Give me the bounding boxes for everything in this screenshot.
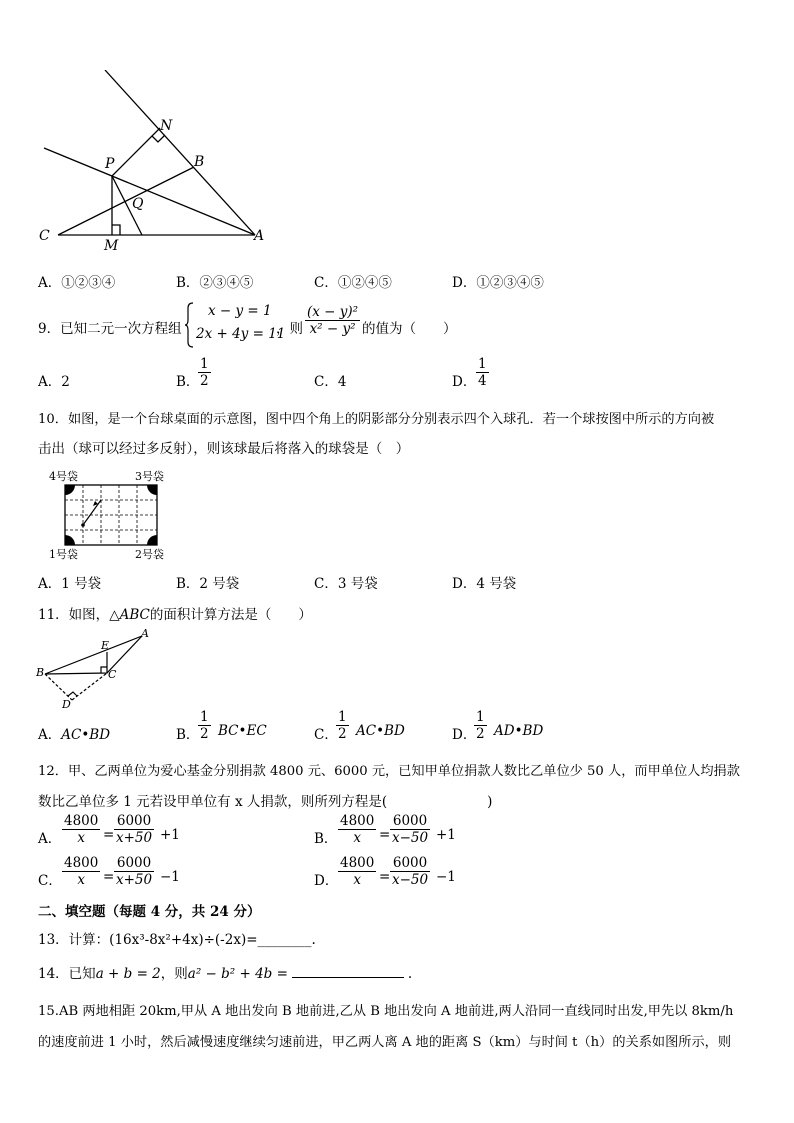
line-dc: [72, 673, 107, 700]
equals-sign: =: [379, 869, 391, 885]
q15-line1: 15.AB 两地相距 20km,甲从 A 地出发向 B 地前进,乙从 B 地出发向 A 地前进,两人沿同一直线同时出发,甲先以 8km/h: [38, 1004, 734, 1019]
line-pn: [112, 128, 160, 176]
q13-text: 13．计算：(16x³-8x²+4x)÷(-2x)=________.: [38, 932, 316, 948]
right-angle-d: [68, 692, 77, 696]
q11-stem-prefix: 11．如图，: [38, 607, 110, 623]
q9-option-c[interactable]: C．4: [314, 374, 347, 390]
frac-num: 1: [200, 709, 209, 725]
q12-option-b-left[interactable]: [338, 813, 376, 846]
q12-option-d-right[interactable]: [390, 855, 430, 888]
right-angle-m: [112, 225, 120, 235]
q9-frac-num: (x − y)²: [307, 304, 359, 320]
q14-mid: ，则: [160, 966, 188, 982]
q10-option-c[interactable]: C．3 号袋: [314, 576, 378, 592]
q10-option-a[interactable]: A．1 号袋: [38, 576, 102, 592]
right-angle-n: [152, 135, 165, 142]
label-b: B: [36, 666, 45, 679]
q11-option-c-frac[interactable]: [336, 709, 349, 742]
pocket-label-4: 4号袋: [49, 470, 78, 483]
label-p: P: [105, 156, 115, 172]
q11-option-d-letter[interactable]: D．: [452, 727, 477, 743]
q12-option-d-tail[interactable]: −1: [436, 869, 456, 885]
frac-den: 2: [200, 373, 209, 389]
frac-num: 6000: [116, 813, 152, 829]
q12-option-c-tail[interactable]: −1: [160, 869, 180, 885]
pocket-4-icon: [65, 485, 75, 495]
q9-eq2: 2x + 4y = 11: [196, 326, 286, 342]
q8-option-d[interactable]: D．①②③④⑤: [452, 275, 544, 291]
q11-option-d-frac[interactable]: [474, 709, 487, 742]
frac-num: 4800: [64, 855, 99, 871]
q12-option-c-letter[interactable]: C．: [38, 873, 62, 889]
q10-option-b[interactable]: B．2 号袋: [176, 576, 240, 592]
ball-icon: [81, 523, 85, 527]
q12-option-c-left[interactable]: [62, 855, 100, 888]
q9-option-b-letter[interactable]: B．: [176, 374, 200, 390]
triangle-abc: [45, 636, 142, 674]
q11-option-b-text[interactable]: BC•EC: [218, 723, 267, 739]
frac-den: x−50: [392, 872, 429, 888]
brace-icon: [184, 302, 194, 348]
q10-option-d[interactable]: D．4 号袋: [452, 576, 517, 592]
q9-fraction: [305, 304, 360, 337]
pocket-1-icon: [65, 535, 75, 545]
frac-num: 4800: [64, 813, 99, 829]
q12-option-b-right[interactable]: [390, 813, 430, 846]
label-c: C: [39, 228, 50, 244]
label-a: A: [254, 228, 265, 244]
q15-line2: 的速度前进 1 小时，然后减慢速度继续匀速前进，甲乙两人离 A 地的距离 S（km）与时间 t（h）的关系如图所示，则: [38, 1035, 732, 1050]
q9-frac-den: x² − y²: [309, 321, 356, 337]
frac-den: x+50: [116, 830, 153, 846]
q9-option-d-letter[interactable]: D．: [452, 374, 477, 390]
q11-option-b-frac[interactable]: [198, 709, 211, 742]
q10-stem-line2: 击出（球可以经过多反射），则该球最后将落入的球袋是（ ）: [38, 441, 410, 457]
label-c: C: [108, 668, 117, 681]
line-bd: [45, 674, 72, 700]
line-ray-an: [105, 70, 255, 235]
label-b: B: [194, 154, 205, 170]
q12-stem-line1: 12．甲、乙两单位为爱心基金分别捐款 4800 元、6000 元，已知甲单位捐款人数比乙单位少 50 人，而甲单位人均捐款: [38, 764, 740, 779]
figure-q8-geometry: [30, 70, 280, 250]
q11-option-d-text[interactable]: AD•BD: [494, 723, 544, 739]
q12-option-d-left[interactable]: [338, 855, 376, 888]
q11-option-c-text[interactable]: AC•BD: [356, 723, 405, 739]
q11-triangle: △ABC: [109, 607, 150, 623]
equals-sign: =: [379, 827, 391, 843]
q9-option-a[interactable]: A．2: [38, 374, 70, 390]
ball-path: [83, 500, 101, 525]
q11-stem-suffix: 的面积计算方法是（ ）: [149, 607, 312, 623]
q11-stem: [38, 603, 312, 623]
right-angle-c: [101, 667, 107, 673]
pocket-label-3: 3号袋: [135, 470, 164, 483]
q8-option-b[interactable]: B．②③④⑤: [176, 275, 254, 291]
q12-option-c-right[interactable]: [114, 855, 154, 888]
q14-condition: a + b = 2: [95, 966, 161, 982]
q9-stem-mid: ，则: [276, 321, 303, 337]
label-m: M: [104, 238, 119, 250]
q12-stem-line2-text: 数比乙单位多 1 元若设甲单位有 x 人捐款，则所列方程是(: [38, 794, 388, 810]
frac-den: 2: [338, 726, 347, 742]
frac-num: 6000: [116, 855, 152, 871]
frac-den: 2: [476, 726, 485, 742]
frac-num: 1: [476, 709, 485, 725]
q14-line: [38, 962, 412, 982]
pocket-label-1: 1号袋: [49, 548, 78, 561]
equals-sign: =: [103, 869, 115, 885]
q14-answer-blank[interactable]: [292, 965, 404, 978]
frac-num: 1: [478, 356, 487, 372]
frac-den: x: [353, 830, 361, 846]
label-e: E: [101, 639, 110, 652]
q14-expression: a² − b² + 4b =: [187, 966, 288, 982]
label-q: Q: [132, 196, 144, 212]
q9-stem-suffix: 的值为（ ）: [362, 321, 457, 337]
q14-prefix: 14．已知: [38, 966, 96, 982]
frac-num: 1: [200, 356, 209, 372]
q12-option-d-letter[interactable]: D．: [314, 873, 339, 889]
q12-stem-line2: [38, 790, 492, 810]
frac-den: x: [353, 872, 361, 888]
q8-option-a[interactable]: A．①②③④: [38, 275, 116, 291]
q12-option-b-tail[interactable]: +1: [436, 827, 456, 843]
q12-stem-close: ): [487, 794, 493, 810]
q8-option-c[interactable]: C．①②④⑤: [314, 275, 392, 291]
q12-option-a-right[interactable]: [114, 813, 154, 846]
frac-num: 6000: [392, 855, 428, 871]
frac-den: x−50: [392, 830, 429, 846]
q12-option-a-letter[interactable]: A．: [38, 831, 62, 847]
frac-den: 2: [200, 726, 209, 742]
q9-option-d-frac[interactable]: [476, 356, 489, 389]
figure-q11-triangle: [35, 626, 155, 712]
equals-sign: =: [103, 827, 115, 843]
label-d: D: [62, 698, 71, 711]
label-n: N: [160, 118, 173, 134]
q10-stem-line1: 10．如图，是一个台球桌面的示意图，图中四个角上的阴影部分分别表示四个入球孔．若一个球按图中所示的方向被: [38, 412, 715, 427]
q11-option-b-letter[interactable]: B．: [176, 727, 200, 743]
pocket-3-icon: [147, 485, 157, 495]
q11-option-c-letter[interactable]: C．: [314, 727, 338, 743]
q9-eq1: x − y = 1: [208, 303, 272, 319]
frac-num: 1: [338, 709, 347, 725]
frac-den: x: [77, 830, 85, 846]
q9-stem-prefix: 9．已知二元一次方程组: [38, 321, 182, 337]
q9-option-b-frac[interactable]: [198, 356, 211, 389]
line-ray-ap: [44, 148, 255, 235]
figure-q10-pool-table: [45, 468, 175, 562]
q12-option-a-left[interactable]: [62, 813, 100, 846]
label-a: A: [141, 627, 149, 640]
frac-num: 4800: [340, 813, 375, 829]
frac-num: 6000: [392, 813, 428, 829]
frac-den: x: [77, 872, 85, 888]
q12-option-b-letter[interactable]: B．: [314, 831, 338, 847]
q11-option-a[interactable]: A．AC•BD: [38, 727, 111, 743]
pocket-label-2: 2号袋: [135, 548, 164, 561]
pocket-2-icon: [147, 535, 157, 545]
q14-suffix: .: [407, 966, 413, 982]
frac-num: 4800: [340, 855, 375, 871]
frac-den: x+50: [116, 872, 153, 888]
section-title-fill-in: 二、填空题（每题 4 分，共 24 分）: [38, 904, 261, 920]
q12-option-a-tail[interactable]: +1: [160, 827, 180, 843]
frac-den: 4: [478, 373, 487, 389]
